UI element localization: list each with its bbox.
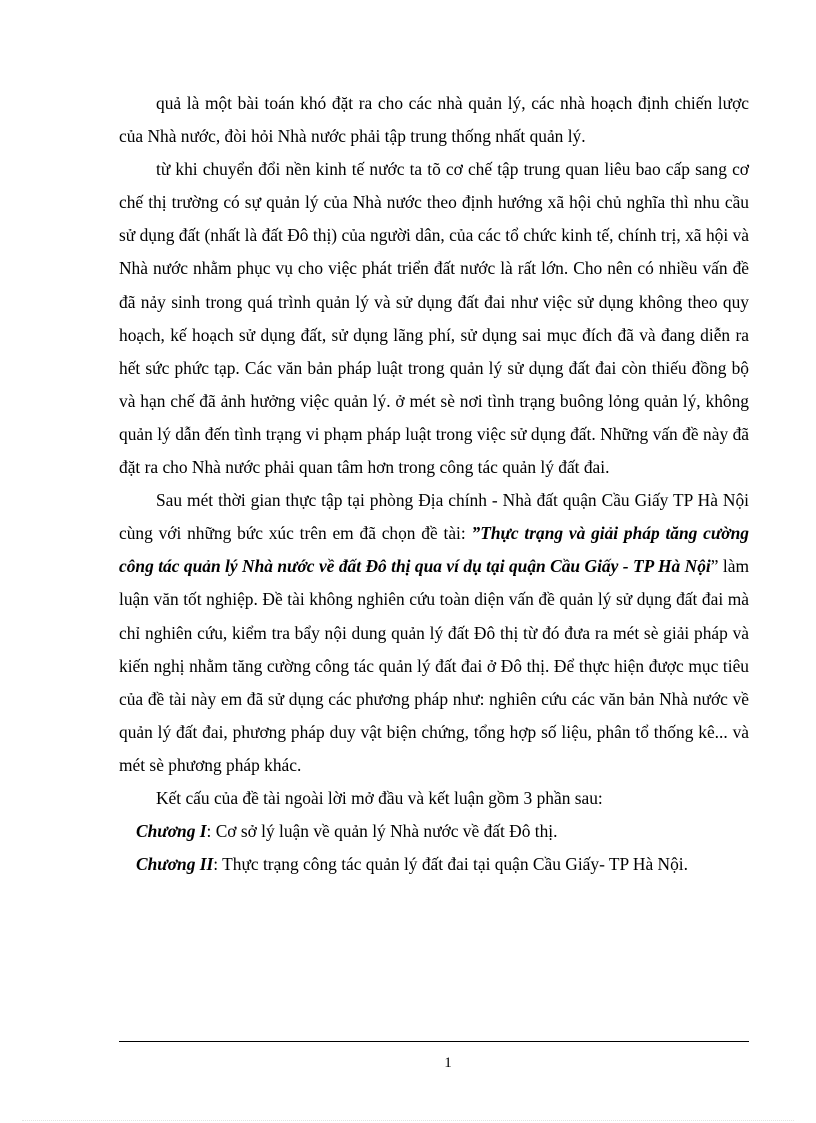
paragraph-3-intro: Sau mét thời gian thực tập tại phòng Địa chính - Nhà đất quận Cầu Giấy TP Hà Nội cùng với những bức xúc trên em đã chọn đề tài: <box>119 490 749 544</box>
chapter-1-line <box>119 815 749 848</box>
chapter-2-text: : Thực trạng công tác quản lý đất đai tại quận Cầu Giấy- TP Hà Nội. <box>213 854 688 875</box>
paragraph-1: quả là một bài toán khó đặt ra cho các nhà quản lý, các nhà hoạch định chiến lược của Nhà nước, đòi hỏi Nhà nước phải tập trung thống nhất quản lý. <box>119 93 749 147</box>
page-edge-line <box>22 1120 794 1121</box>
body-text <box>119 87 749 881</box>
paragraph-3-rest: ” làm luận văn tốt nghiệp. Đề tài không nghiên cứu toàn diện vấn đề quản lý sử dụng đất đai mà chỉ nghiên cứu, kiểm tra bẩy nội dung quản lý đất Đô thị từ đó đưa ra mét sè giải pháp và kiến nghị nhằm tăng cường công tác quản lý đất đai ở Đô thị. Để thực hiện được mục tiêu của đề tài này em đã sử dụng các phương pháp như: nghiên cứu các văn bản Nhà nước về quản lý đất đai, phương pháp duy vật biện chứng, tổng hợp số liệu, phân tổ thống kê... và mét sè phương pháp khác. <box>119 556 749 775</box>
chapter-2-line <box>119 848 749 881</box>
paragraph-3 <box>119 484 749 782</box>
footer-divider <box>119 1041 749 1042</box>
paragraph-4: Kết cấu của đề tài ngoài lời mở đầu và kết luận gồm 3 phần sau: <box>156 787 603 808</box>
chapter-1-text: : Cơ sở lý luận về quản lý Nhà nước về đất Đô thị. <box>206 821 558 842</box>
chapter-1-label: Chương I <box>136 821 207 842</box>
thesis-title: ”Thực trạng và giải pháp tăng cường công tác quản lý Nhà nước về đất Đô thị qua ví dụ tại quận Cầu Giấy - TP Hà Nội <box>119 523 750 577</box>
page-number: 1 <box>444 1055 452 1071</box>
paragraph-2: từ khi chuyển đổi nền kinh tế nước ta tõ cơ chế tập trung quan liêu bao cấp sang cơ chế thị trường có sự quản lý của Nhà nước theo định hướng xã hội chủ nghĩa thì nhu cầu sử dụng đất (nhất là đất Đô thị) của người dân, của các tổ chức kinh tế, chính trị, xã hội và Nhà nước nhằm phục vụ cho việc phát triển đất nước là rất lớn. Cho nên có nhiều vấn đề đã nảy sinh trong quá trình quản lý và sử dụng đất đai như việc sử dụng không theo quy hoạch, kế hoạch sử dụng đất, sử dụng lãng phí, sử dụng sai mục đích đã và đang diễn ra hết sức phức tạp. Các văn bản pháp luật trong quản lý sử dụng đất đai còn thiếu đồng bộ và hạn chế đã ảnh hưởng việc quản lý. ở mét sè nơi tình trạng buông lỏng quản lý, không quản lý dẫn đến tình trạng vi phạm pháp luật trong việc sử dụng đất. Những vấn đề này đã đặt ra cho Nhà nước phải quan tâm hơn trong công tác quản lý đất đai. <box>119 159 749 478</box>
chapter-2-label: Chương II <box>136 854 214 875</box>
